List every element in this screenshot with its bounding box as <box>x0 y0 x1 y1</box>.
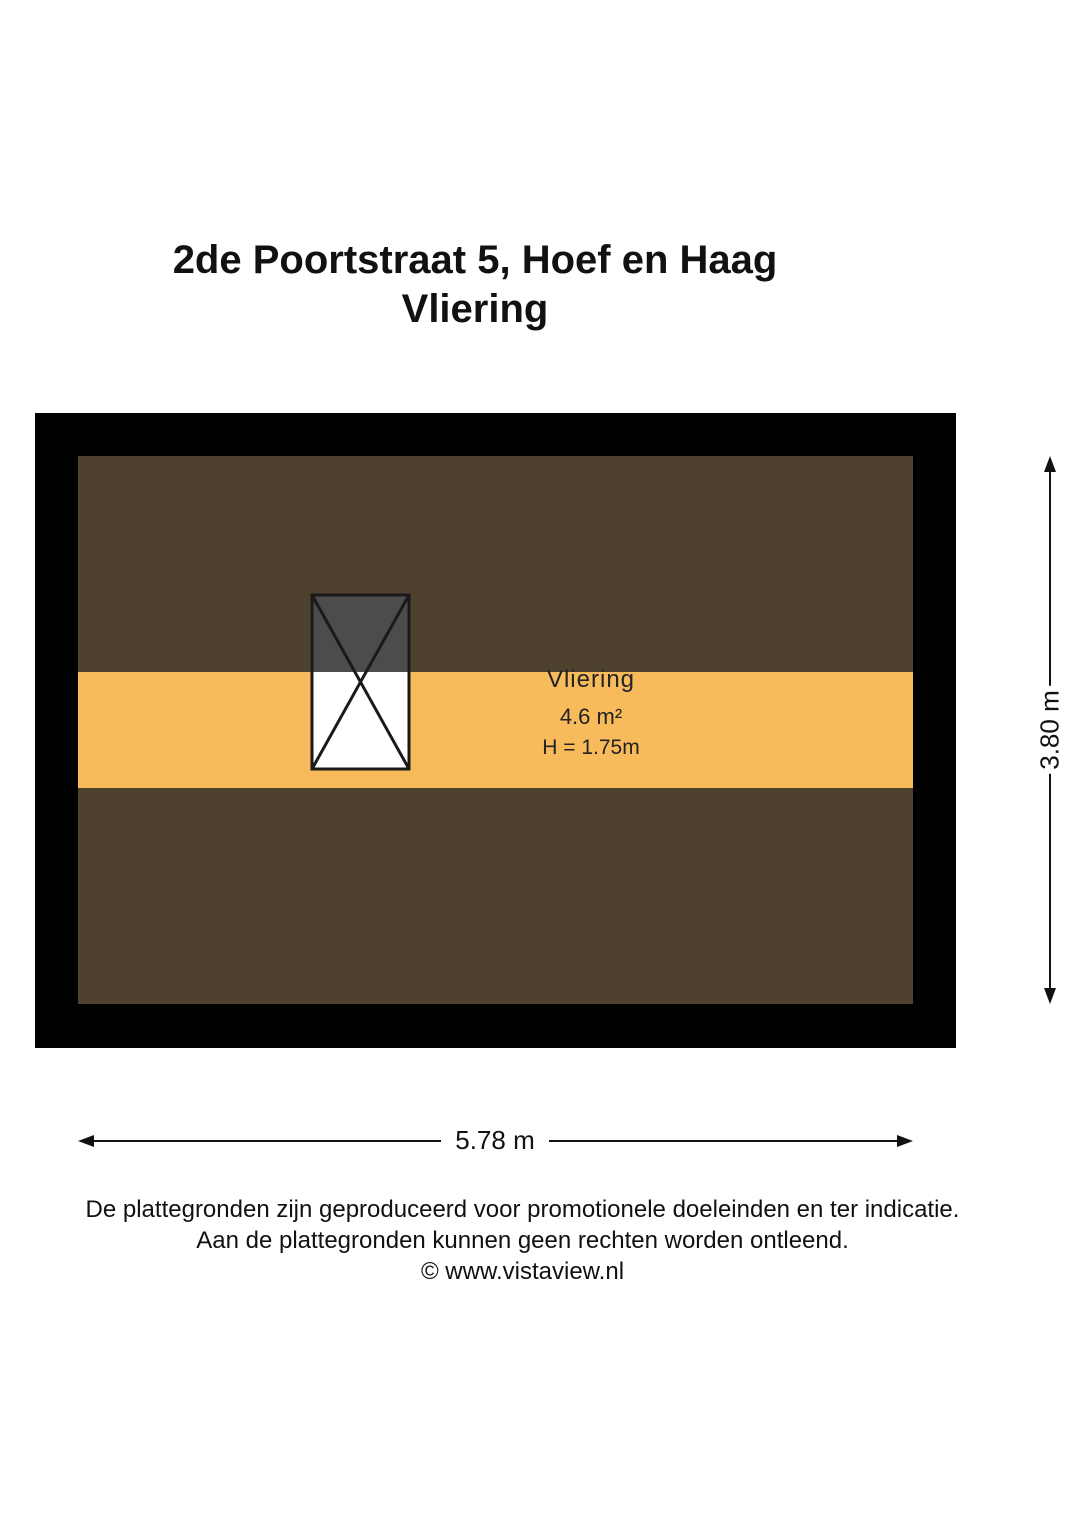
hatch-light-part <box>312 672 409 769</box>
room-area-label: 4.6 m² <box>559 704 623 729</box>
arrow-up-icon <box>1044 456 1056 472</box>
width-dimension-label: 5.78 m <box>441 1125 549 1156</box>
copyright-line: © www.vistaview.nl <box>420 1258 625 1285</box>
disclaimer-line-1: De plattegronden zijn geproduceerd voor promotionele doeleinden en ter indicatie. <box>85 1196 960 1223</box>
arrow-down-icon <box>1044 988 1056 1004</box>
attic-hatch <box>312 595 409 769</box>
plan-title-address: 2de Poortstraat 5, Hoef en Haag <box>172 238 778 282</box>
hatch-dark-part <box>312 595 409 672</box>
room-height-label: H = 1.75m <box>542 736 640 759</box>
disclaimer-line-2: Aan de plattegronden kunnen geen rechten worden ontleend. <box>196 1227 849 1254</box>
arrow-left-icon <box>78 1135 94 1147</box>
arrow-right-icon <box>897 1135 913 1147</box>
plan-title-floor: Vliering <box>401 287 549 331</box>
depth-dimension-label: 3.80 m <box>1035 686 1066 774</box>
room-name-label: Vliering <box>546 666 636 693</box>
